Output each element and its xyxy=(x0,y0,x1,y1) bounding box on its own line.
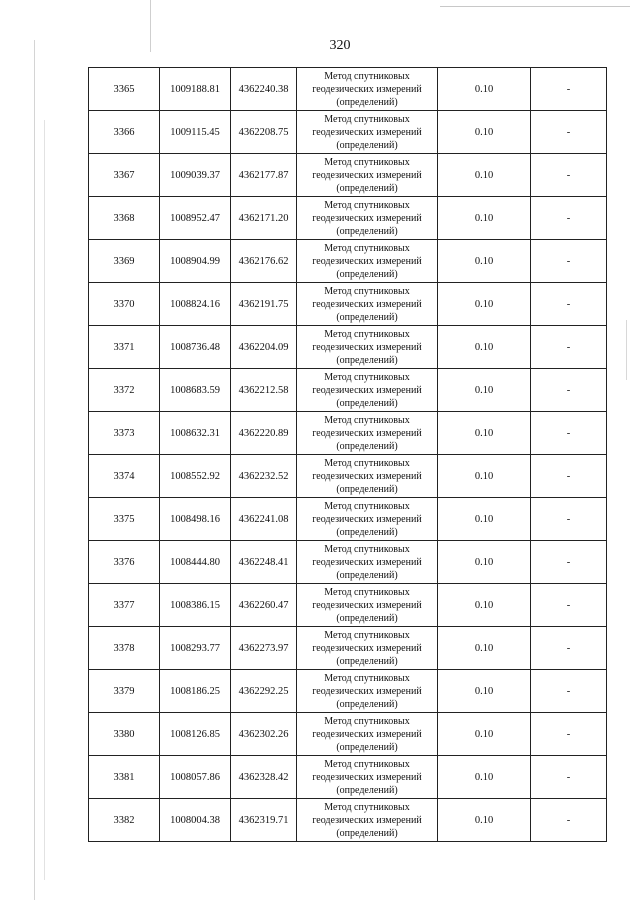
point-number-cell: 3381 xyxy=(89,756,160,799)
method-text-line: (определений) xyxy=(336,698,398,710)
y-coordinate-cell: 4362212.58 xyxy=(231,369,297,412)
accuracy-cell: 0.10 xyxy=(438,541,531,584)
accuracy-cell: 0.10 xyxy=(438,240,531,283)
scan-artifact-top xyxy=(440,6,630,7)
table-row xyxy=(89,541,607,584)
point-number-cell: 3366 xyxy=(89,111,160,154)
method-text-line: (определений) xyxy=(336,182,398,194)
x-coordinate-cell: 1008004.38 xyxy=(160,799,231,842)
method-text-line: Метод спутниковых xyxy=(324,629,410,641)
method-text-line: Метод спутниковых xyxy=(324,457,410,469)
method-text-line: геодезических измерений xyxy=(312,814,422,826)
scan-artifact-left xyxy=(34,40,35,900)
note-cell: - xyxy=(531,756,607,799)
method-text-line: геодезических измерений xyxy=(312,556,422,568)
accuracy-cell: 0.10 xyxy=(438,369,531,412)
method-text-line: (определений) xyxy=(336,96,398,108)
accuracy-cell: 0.10 xyxy=(438,111,531,154)
note-cell: - xyxy=(531,713,607,756)
table-row xyxy=(89,154,607,197)
y-coordinate-cell: 4362248.41 xyxy=(231,541,297,584)
y-coordinate-cell: 4362220.89 xyxy=(231,412,297,455)
table-row xyxy=(89,68,607,111)
method-text-line: Метод спутниковых xyxy=(324,371,410,383)
x-coordinate-cell: 1008444.80 xyxy=(160,541,231,584)
table-row xyxy=(89,455,607,498)
method-text-line: (определений) xyxy=(336,483,398,495)
y-coordinate-cell: 4362319.71 xyxy=(231,799,297,842)
method-text-line: Метод спутниковых xyxy=(324,113,410,125)
point-number-cell: 3375 xyxy=(89,498,160,541)
method-text-line: (определений) xyxy=(336,311,398,323)
x-coordinate-cell: 1008293.77 xyxy=(160,627,231,670)
method-text-line: геодезических измерений xyxy=(312,384,422,396)
method-cell xyxy=(297,412,438,455)
coordinates-table xyxy=(88,67,607,842)
method-text-line: (определений) xyxy=(336,569,398,581)
table-row xyxy=(89,412,607,455)
method-text-line: (определений) xyxy=(336,741,398,753)
page-number: 320 xyxy=(329,38,351,53)
method-text-line: геодезических измерений xyxy=(312,212,422,224)
method-text-line: (определений) xyxy=(336,440,398,452)
note-cell: - xyxy=(531,627,607,670)
note-cell: - xyxy=(531,412,607,455)
method-cell xyxy=(297,197,438,240)
note-cell: - xyxy=(531,197,607,240)
point-number-cell: 3376 xyxy=(89,541,160,584)
method-cell xyxy=(297,627,438,670)
method-cell xyxy=(297,154,438,197)
method-text-line: геодезических измерений xyxy=(312,341,422,353)
method-text-line: геодезических измерений xyxy=(312,685,422,697)
x-coordinate-cell: 1009115.45 xyxy=(160,111,231,154)
method-text-line: геодезических измерений xyxy=(312,470,422,482)
method-text-line: Метод спутниковых xyxy=(324,328,410,340)
method-text-line: геодезических измерений xyxy=(312,255,422,267)
method-text-line: геодезических измерений xyxy=(312,169,422,181)
accuracy-cell: 0.10 xyxy=(438,326,531,369)
x-coordinate-cell: 1008126.85 xyxy=(160,713,231,756)
table-row xyxy=(89,111,607,154)
method-text-line: геодезических измерений xyxy=(312,298,422,310)
y-coordinate-cell: 4362204.09 xyxy=(231,326,297,369)
x-coordinate-cell: 1008904.99 xyxy=(160,240,231,283)
y-coordinate-cell: 4362191.75 xyxy=(231,283,297,326)
x-coordinate-cell: 1008386.15 xyxy=(160,584,231,627)
method-cell xyxy=(297,283,438,326)
note-cell: - xyxy=(531,584,607,627)
point-number-cell: 3365 xyxy=(89,68,160,111)
note-cell: - xyxy=(531,240,607,283)
note-cell: - xyxy=(531,283,607,326)
method-text-line: (определений) xyxy=(336,397,398,409)
method-cell xyxy=(297,68,438,111)
x-coordinate-cell: 1008736.48 xyxy=(160,326,231,369)
method-text-line: геодезических измерений xyxy=(312,771,422,783)
table-row xyxy=(89,713,607,756)
accuracy-cell: 0.10 xyxy=(438,68,531,111)
point-number-cell: 3370 xyxy=(89,283,160,326)
method-text-line: Метод спутниковых xyxy=(324,70,410,82)
table-row xyxy=(89,756,607,799)
accuracy-cell: 0.10 xyxy=(438,799,531,842)
table-row xyxy=(89,197,607,240)
point-number-cell: 3373 xyxy=(89,412,160,455)
accuracy-cell: 0.10 xyxy=(438,455,531,498)
method-text-line: геодезических измерений xyxy=(312,427,422,439)
method-text-line: Метод спутниковых xyxy=(324,500,410,512)
method-cell xyxy=(297,369,438,412)
accuracy-cell: 0.10 xyxy=(438,713,531,756)
note-cell: - xyxy=(531,498,607,541)
table-body xyxy=(89,68,607,842)
table-row xyxy=(89,627,607,670)
method-text-line: (определений) xyxy=(336,655,398,667)
x-coordinate-cell: 1008186.25 xyxy=(160,670,231,713)
y-coordinate-cell: 4362241.08 xyxy=(231,498,297,541)
accuracy-cell: 0.10 xyxy=(438,584,531,627)
note-cell: - xyxy=(531,154,607,197)
x-coordinate-cell: 1009039.37 xyxy=(160,154,231,197)
accuracy-cell: 0.10 xyxy=(438,412,531,455)
table-row xyxy=(89,369,607,412)
point-number-cell: 3378 xyxy=(89,627,160,670)
y-coordinate-cell: 4362232.52 xyxy=(231,455,297,498)
table-row xyxy=(89,240,607,283)
method-cell xyxy=(297,455,438,498)
method-text-line: Метод спутниковых xyxy=(324,242,410,254)
method-text-line: геодезических измерений xyxy=(312,728,422,740)
scan-artifact-left-2 xyxy=(44,120,45,880)
accuracy-cell: 0.10 xyxy=(438,627,531,670)
method-cell xyxy=(297,670,438,713)
method-text-line: Метод спутниковых xyxy=(324,586,410,598)
point-number-cell: 3380 xyxy=(89,713,160,756)
point-number-cell: 3372 xyxy=(89,369,160,412)
method-text-line: Метод спутниковых xyxy=(324,801,410,813)
method-cell xyxy=(297,240,438,283)
point-number-cell: 3368 xyxy=(89,197,160,240)
accuracy-cell: 0.10 xyxy=(438,197,531,240)
accuracy-cell: 0.10 xyxy=(438,283,531,326)
table-row xyxy=(89,584,607,627)
method-cell xyxy=(297,713,438,756)
point-number-cell: 3379 xyxy=(89,670,160,713)
method-text-line: геодезических измерений xyxy=(312,513,422,525)
note-cell: - xyxy=(531,68,607,111)
accuracy-cell: 0.10 xyxy=(438,670,531,713)
note-cell: - xyxy=(531,326,607,369)
point-number-cell: 3367 xyxy=(89,154,160,197)
method-text-line: (определений) xyxy=(336,268,398,280)
method-text-line: (определений) xyxy=(336,139,398,151)
y-coordinate-cell: 4362292.25 xyxy=(231,670,297,713)
method-cell xyxy=(297,111,438,154)
point-number-cell: 3374 xyxy=(89,455,160,498)
x-coordinate-cell: 1008057.86 xyxy=(160,756,231,799)
accuracy-cell: 0.10 xyxy=(438,154,531,197)
x-coordinate-cell: 1008952.47 xyxy=(160,197,231,240)
table-row xyxy=(89,670,607,713)
table-row xyxy=(89,326,607,369)
method-text-line: (определений) xyxy=(336,827,398,839)
point-number-cell: 3382 xyxy=(89,799,160,842)
y-coordinate-cell: 4362240.38 xyxy=(231,68,297,111)
method-text-line: геодезических измерений xyxy=(312,126,422,138)
method-cell xyxy=(297,756,438,799)
method-text-line: геодезических измерений xyxy=(312,599,422,611)
method-text-line: Метод спутниковых xyxy=(324,414,410,426)
method-text-line: Метод спутниковых xyxy=(324,672,410,684)
y-coordinate-cell: 4362302.26 xyxy=(231,713,297,756)
method-text-line: геодезических измерений xyxy=(312,83,422,95)
point-number-cell: 3377 xyxy=(89,584,160,627)
note-cell: - xyxy=(531,455,607,498)
x-coordinate-cell: 1009188.81 xyxy=(160,68,231,111)
method-text-line: Метод спутниковых xyxy=(324,199,410,211)
method-text-line: (определений) xyxy=(336,354,398,366)
method-text-line: Метод спутниковых xyxy=(324,758,410,770)
method-cell xyxy=(297,498,438,541)
x-coordinate-cell: 1008552.92 xyxy=(160,455,231,498)
method-text-line: (определений) xyxy=(336,612,398,624)
method-cell xyxy=(297,541,438,584)
method-cell xyxy=(297,799,438,842)
table-row xyxy=(89,283,607,326)
x-coordinate-cell: 1008683.59 xyxy=(160,369,231,412)
method-text-line: (определений) xyxy=(336,526,398,538)
point-number-cell: 3369 xyxy=(89,240,160,283)
method-text-line: (определений) xyxy=(336,225,398,237)
y-coordinate-cell: 4362260.47 xyxy=(231,584,297,627)
method-text-line: геодезических измерений xyxy=(312,642,422,654)
x-coordinate-cell: 1008824.16 xyxy=(160,283,231,326)
y-coordinate-cell: 4362176.62 xyxy=(231,240,297,283)
table-row xyxy=(89,498,607,541)
y-coordinate-cell: 4362171.20 xyxy=(231,197,297,240)
y-coordinate-cell: 4362273.97 xyxy=(231,627,297,670)
table-row xyxy=(89,799,607,842)
x-coordinate-cell: 1008632.31 xyxy=(160,412,231,455)
y-coordinate-cell: 4362208.75 xyxy=(231,111,297,154)
method-cell xyxy=(297,326,438,369)
note-cell: - xyxy=(531,799,607,842)
method-text-line: Метод спутниковых xyxy=(324,715,410,727)
scan-artifact-right xyxy=(626,320,627,380)
point-number-cell: 3371 xyxy=(89,326,160,369)
method-text-line: Метод спутниковых xyxy=(324,285,410,297)
x-coordinate-cell: 1008498.16 xyxy=(160,498,231,541)
note-cell: - xyxy=(531,541,607,584)
note-cell: - xyxy=(531,111,607,154)
method-text-line: (определений) xyxy=(336,784,398,796)
accuracy-cell: 0.10 xyxy=(438,498,531,541)
accuracy-cell: 0.10 xyxy=(438,756,531,799)
method-cell xyxy=(297,584,438,627)
method-text-line: Метод спутниковых xyxy=(324,156,410,168)
note-cell: - xyxy=(531,670,607,713)
method-text-line: Метод спутниковых xyxy=(324,543,410,555)
y-coordinate-cell: 4362177.87 xyxy=(231,154,297,197)
note-cell: - xyxy=(531,369,607,412)
y-coordinate-cell: 4362328.42 xyxy=(231,756,297,799)
